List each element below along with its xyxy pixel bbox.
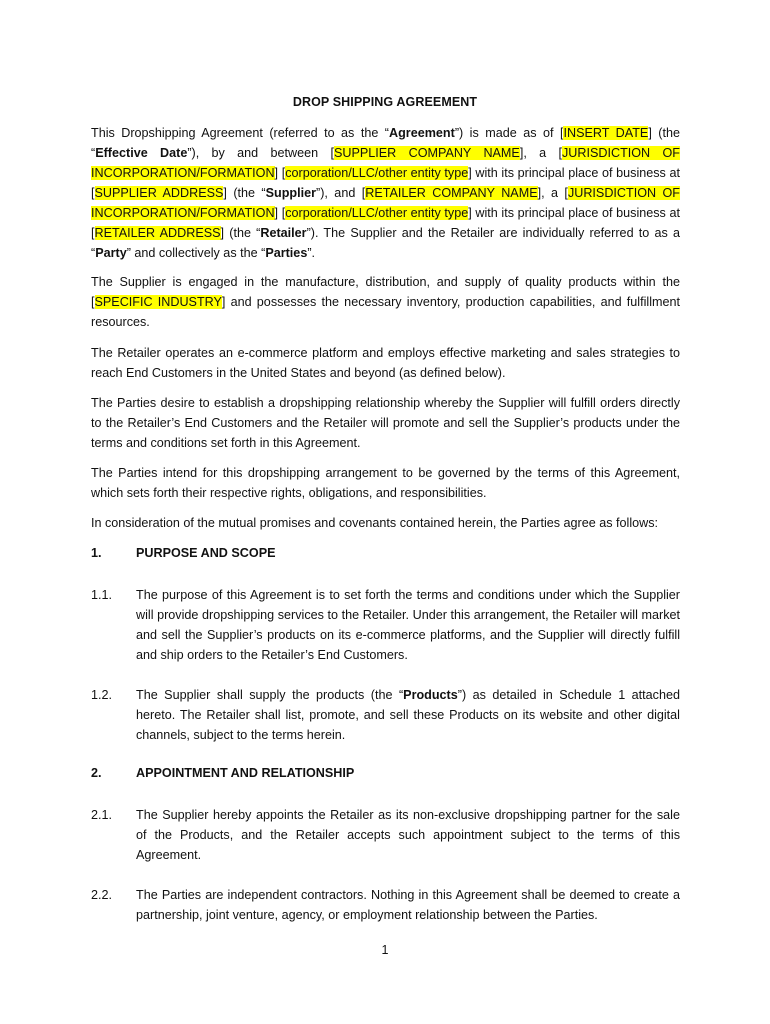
clause-text: The Parties are independent contractors. Nothing in this Agreement shall be deemed to create a partnership, joint venture, agency, or employment relationship between the Parties. <box>136 888 680 922</box>
intro-paragraph: This Dropshipping Agreement (referred to as the “Agreement”) is made as of [INSERT DATE] (the “Effective Date”), by and between [SUPPLIER COMPANY NAME], a [JURISDICTION OF INCORPORATION/FORMATION] [corporation/LLC/other entity type] with its principal place of business at [SUPPLIER ADDRESS] (the “Supplier”), and [RETAILER COMPANY NAME], a [JURISDICTION OF INCORPORATION/FORMATION] [corporation/LLC/other entity type] with its principal place of business at [RETAILER ADDRESS] (the “Retailer”). The Supplier and the Retailer are individually referred to as a “Party” and collectively as the “Parties”. <box>91 126 681 260</box>
clause-text: The Supplier hereby appoints the Retailer as its non-exclusive dropshipping partner for the sale of the Products, and the Retailer accepts such appointment subject to the terms of this Agreement. <box>136 808 680 862</box>
clause-2-1 <box>91 805 680 865</box>
term-effective-date: Effective Date <box>95 146 188 160</box>
term-parties: Parties <box>265 246 308 260</box>
consideration-paragraph: In consideration of the mutual promises and covenants contained herein, the Parties agree as follows: <box>91 516 659 530</box>
clause-1-1 <box>91 585 680 665</box>
recital-desire: The Parties desire to establish a dropshipping relationship whereby the Supplier will fulfill orders directly to the Retailer’s End Customers and the Retailer will promote and sell the Supplier’s products under the terms and conditions set forth in this Agreement. <box>91 396 680 450</box>
section-heading-2: 2. APPOINTMENT AND RELATIONSHIP <box>91 766 355 780</box>
recital-supplier: The Supplier is engaged in the manufacture, distribution, and supply of quality products within the [SPECIFIC INDUSTRY] and possesses the necessary inventory, production capabilities, and fulfillment resources. <box>91 275 680 329</box>
placeholder-jurisdiction-retailer: JURISDICTION OF INCORPORATION/FORMATION <box>91 186 680 220</box>
recital-intend: The Parties intend for this dropshipping arrangement to be governed by the terms of this Agreement, which sets forth their respective rights, obligations, and responsibilities. <box>91 466 680 500</box>
clause-number: 1.1. <box>91 588 113 602</box>
placeholder-supplier-address: SUPPLIER ADDRESS <box>94 186 224 200</box>
placeholder-entity-type-supplier: corporation/LLC/other entity type <box>285 166 469 180</box>
term-agreement: Agreement <box>389 126 455 140</box>
clause-number: 1.2. <box>91 688 113 702</box>
clause-text: The purpose of this Agreement is to set forth the terms and conditions under which the Supplier will provide dropshipping services to the Retailer. Under this arrangement, the Retailer will market and sell the Supplier’s products on its e-commerce platforms, and the Supplier will directly fulfill and ship orders to the Retailer’s End Customers. <box>136 588 680 662</box>
clause-number: 2.1. <box>91 808 113 822</box>
placeholder-retailer-address: RETAILER ADDRESS <box>94 226 221 240</box>
section-heading-1: 1. PURPOSE AND SCOPE <box>91 546 276 560</box>
page-number: 1 <box>381 943 389 957</box>
placeholder-retailer-company-name: RETAILER COMPANY NAME <box>365 186 538 200</box>
clause-2-2 <box>91 885 680 925</box>
term-products: Products <box>403 688 458 702</box>
clause-text: The Supplier shall supply the products (the “Products”) as detailed in Schedule 1 attached hereto. The Retailer shall list, promote, and sell these Products on its website and other digital channels, subject to the terms herein. <box>136 688 680 742</box>
placeholder-insert-date: INSERT DATE <box>563 126 649 140</box>
placeholder-supplier-company-name: SUPPLIER COMPANY NAME <box>333 146 520 160</box>
placeholder-entity-type-retailer: corporation/LLC/other entity type <box>285 206 469 220</box>
term-party: Party <box>95 246 127 260</box>
placeholder-jurisdiction-supplier: JURISDICTION OF INCORPORATION/FORMATION <box>91 146 680 180</box>
term-supplier: Supplier <box>265 186 317 200</box>
term-retailer: Retailer <box>260 226 307 240</box>
clause-number: 2.2. <box>91 888 113 902</box>
placeholder-specific-industry: SPECIFIC INDUSTRY <box>94 295 222 309</box>
clause-1-2 <box>91 685 680 745</box>
recital-retailer: The Retailer operates an e-commerce platform and employs effective marketing and sales strategies to reach End Customers in the United States and beyond (as defined below). <box>91 346 680 380</box>
document-title: DROP SHIPPING AGREEMENT <box>292 95 478 109</box>
